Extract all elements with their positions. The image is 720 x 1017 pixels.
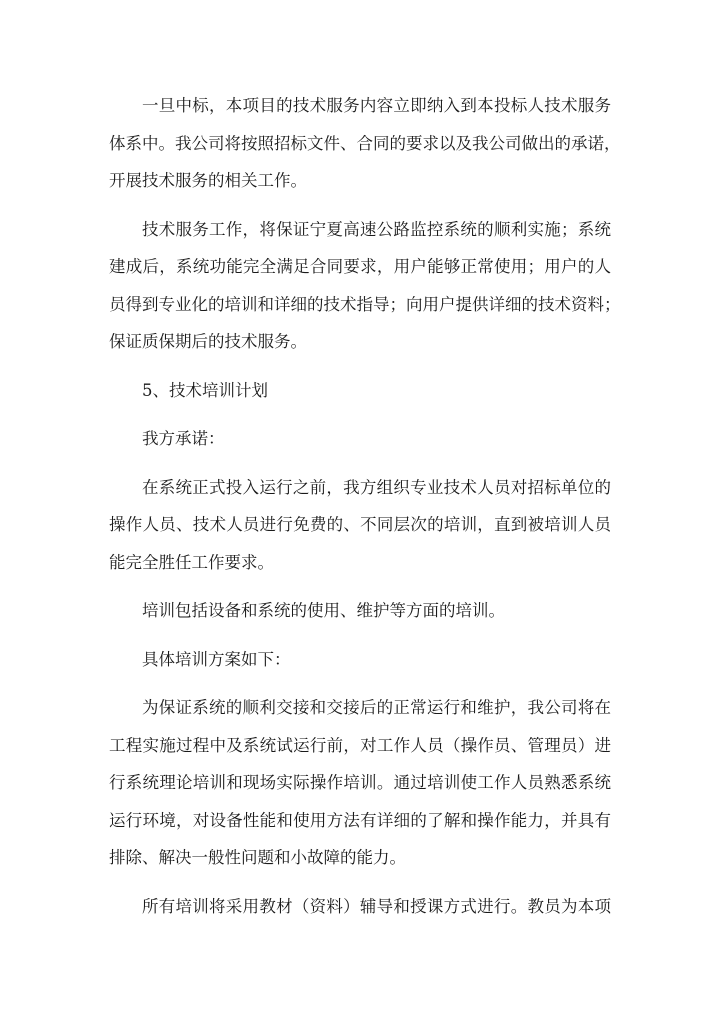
text-line: 体系中。我公司将按照招标文件、合同的要求以及我公司做出的承诺， — [109, 133, 621, 153]
text-line: 为保证系统的顺利交接和交接后的正常运行和维护，我公司将在 — [142, 698, 611, 717]
document-page — [109, 87, 621, 936]
text-line: 培训包括设备和系统的使用、维护等方面的培训。 — [142, 601, 505, 620]
text-line: 运行环境，对设备性能和使用方法有详细的了解和操作能力，并具有 — [109, 810, 611, 830]
text-line: 技术服务工作，将保证宁夏高速公路监控系统的顺利实施；系统 — [142, 219, 611, 239]
paragraph — [109, 469, 611, 582]
text-line: 具体培训方案如下： — [142, 649, 291, 669]
text-line: 一旦中标，本项目的技术服务内容立即纳入到本投标人技术服务 — [142, 96, 611, 115]
text-line: 我方承诺： — [142, 429, 225, 448]
paragraph — [109, 888, 611, 926]
text-line: 所有培训将采用教材（资料）辅导和授课方式进行。教员为本项 — [142, 896, 611, 916]
paragraph — [109, 87, 621, 200]
text-line: 开展技术服务的相关工作。 — [109, 171, 307, 190]
text-line: 操作人员、技术人员进行免费的、不同层次的培训，直到被培训人员 — [109, 515, 611, 534]
paragraph — [109, 420, 611, 458]
text-line: 5、技术培训计划 — [142, 380, 268, 400]
paragraph — [109, 211, 621, 361]
text-line: 工程实施过程中及系统试运行前，对工作人员（操作员、管理员）进 — [109, 735, 611, 755]
text-line: 员得到专业化的培训和详细的技术指导；向用户提供详细的技术资料； — [109, 294, 621, 314]
text-line: 建成后，系统功能完全满足合同要求，用户能够正常使用；用户的人 — [109, 257, 611, 276]
text-line: 排除、解决一般性问题和小故障的能力。 — [109, 848, 406, 867]
text-line: 在系统正式投入运行之前，我方组织专业技术人员对招标单位的 — [142, 477, 611, 497]
text-line: 行系统理论培训和现场实际操作培训。通过培训使工作人员熟悉系统 — [109, 773, 611, 792]
paragraph — [109, 372, 611, 410]
paragraph — [109, 641, 611, 679]
paragraph — [109, 592, 611, 630]
text-line: 能完全胜任工作要求。 — [109, 552, 274, 572]
text-line: 保证质保期后的技术服务。 — [109, 332, 307, 351]
paragraph — [109, 689, 611, 877]
